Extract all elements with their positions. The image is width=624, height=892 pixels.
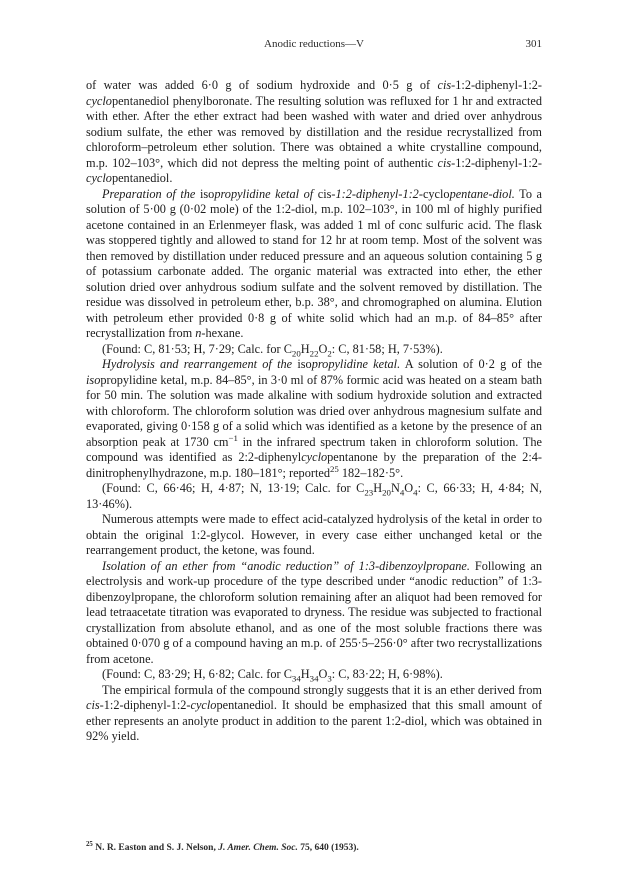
running-title: Anodic reductions—V [264,38,364,50]
article-body [86,78,542,745]
paragraph-text: A solution of 0·2 g of the isopropylidine ketal, m.p. 84–85°, in 3·0 ml of 87% formic acid was heated on a steam bath for 50 min. The solution was made alkaline with sodium hydroxide solution and extracted with chloroform. The chloroform solution was dried over anhydrous magnesium sulfate and evaporated, giving 0·158 g of a solid which was identified as a ketone by the presence of an absorption peak at 1730 $cm^{-1}$ in the infrared spectrum taken in chloroform solution. The compound was identified as 2:2-diphenylcyclopentanone by the preparation of the 2:4-dinitrophenylhydrazone, m.p. 180–181°; reported$^{25}$ 182–182·5°. [86,357,542,480]
section-heading: Hydrolysis and rearrangement of the isopropylidine ketal. [102,357,401,371]
paragraph: Numerous attempts were made to effect acid-catalyzed hydrolysis of the ketal in order to obtain the original 1:2-glycol. However, in every case either unchanged ketal or the rearrangement product, the ketone, was found. [86,512,542,557]
paragraph [86,187,542,342]
paragraph [86,559,542,668]
footnote: $^{25}$ N. R. Easton and S. J. Nelson, J. Amer. Chem. Soc. 75, 640 (1953). [86,840,359,853]
running-header [86,38,542,54]
paragraph-text: To a solution of 5·00 g (0·02 mole) of the 1:2-diol, m.p. 102–103°, in 100 ml of highly purified acetone contained in an Erlenmeyer flask, was added 1 ml of conc sulfuric acid. The flask was stoppered tightly and allowed to stand for 12 hr at room temp. Most of the solvent was then removed by distillation under reduced pressure and an aqueous solution containing 5 g of potassium carbonate added. The organic material was extracted into ether, the ether solution dried over anhydrous sodium sulfate and the solvent removed by distillation. The residue was dissolved in petroleum ether, b.p. 38°, and chromographed on alumina. Elution with petroleum ether provided 0·8 g of white solid which had an m.p. of 84–85° after recrystallization from n-hexane. [86,186,543,340]
analysis-line: (Found: C, 83·29; H, 6·82; Calc. for $C_{34}H_{34}O_3$: C, 83·22; H, 6·98%). [102,667,443,684]
paragraph: of water was added 6·0 g of sodium hydroxide and 0·5 g of cis-1:2-diphenyl-1:2-cyclopentanediol phenylboronate. The resulting solution was refluxed for 1 hr and extracted with ether. After the ether extract had been washed with water and dried over anhydrous sodium sulfate, the ether was removed by distillation and the residue recrystallized from chloroform–petroleum ether solution. There was obtained a white crystalline compound, m.p. 102–103°, which did not depress the melting point of authentic cis-1:2-diphenyl-1:2-cyclopentanediol. [86,78,542,185]
section-heading: Isolation of an ether from “anodic reduction” of 1:3-dibenzoylpropane. [102,558,470,573]
page-number: 301 [525,38,542,50]
paragraph-text: Following an electrolysis and work-up procedure of the type described under “anodic reduction” of 1:3-dibenzoylpropane, the chloroform solution remaining after an aliquot had been removed for lead tetraacetate titration was evaporated to dryness. The residue was subjected to fractional crystallization from absolute ethanol, and as one of the most soluble fractions there was obtained 0·070 g of a compound having an m.p. of 255·5–256·0° after two recrystallizations from acetone. [86,558,543,666]
paragraph [86,357,542,481]
analysis-line: (Found: C, 66·46; H, 4·87; N, 13·19; Calc. for $C_{23}H_{20}N_4O_4$: C, 66·33; H, 4·84; N, 13·46%). [86,481,542,511]
section-heading: Preparation of the isopropylidine ketal of cis-1:2-diphenyl-1:2-cyclopentane-diol. [102,186,515,201]
paragraph: The empirical formula of the compound strongly suggests that it is an ether derived from cis-1:2-diphenyl-1:2-cyclopentanediol. It should be emphasized that this small amount of ether represents an anolyte product in addition to the parent 1:2-diol, which was obtained in 92% yield. [86,682,542,743]
analysis-line: (Found: C, 81·53; H, 7·29; Calc. for $C_{20}H_{22}O_2$: C, 81·58; H, 7·53%). [102,341,443,358]
